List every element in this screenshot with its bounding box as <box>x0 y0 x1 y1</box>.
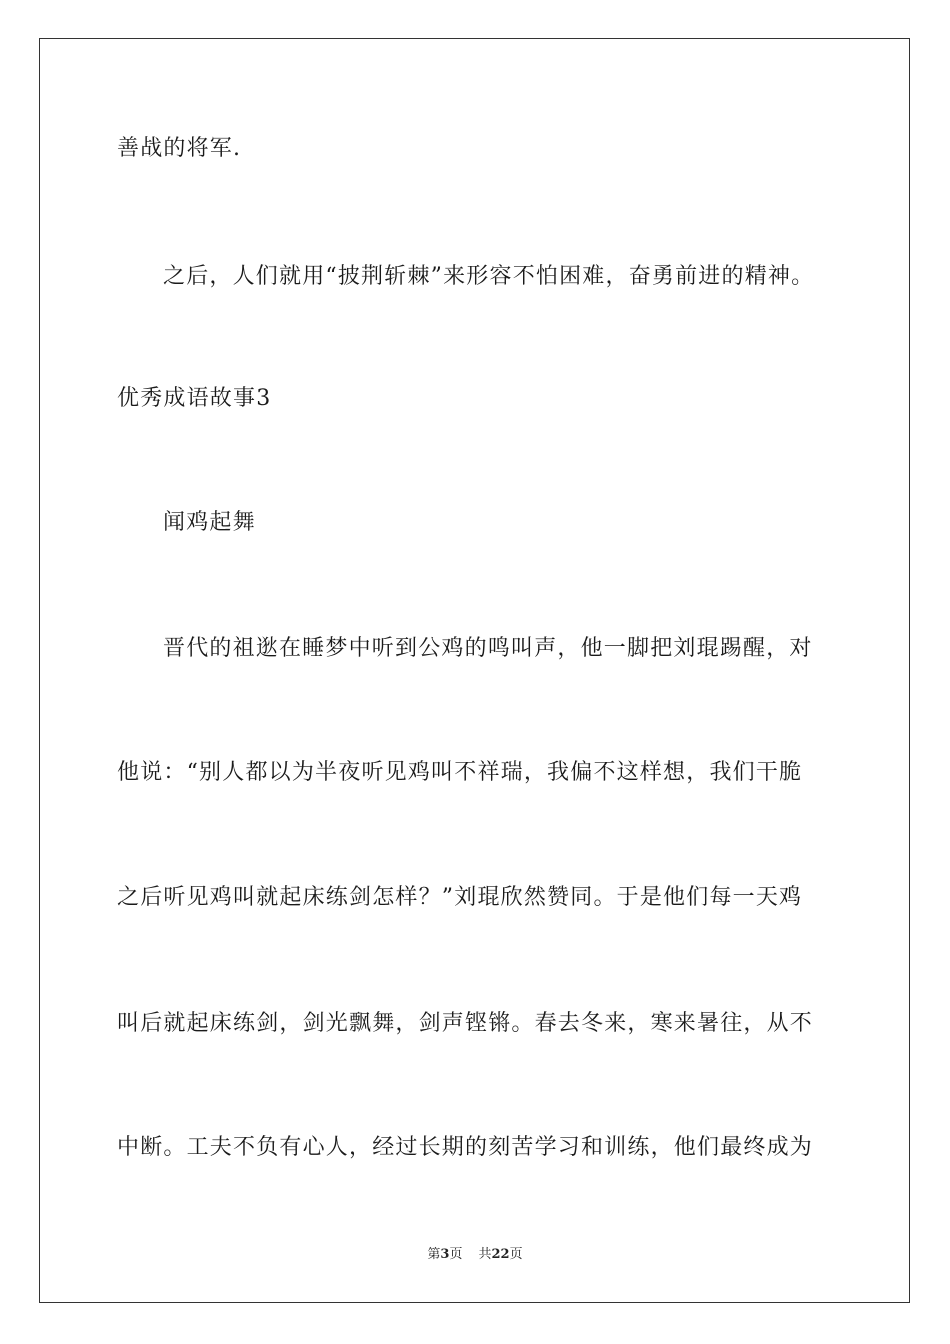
footer-total-pages: 22 <box>491 1247 510 1262</box>
body-line-6: 他说：“别人都以为半夜听见鸡叫不祥瑞，我偏不这样想，我们干脆 <box>117 760 803 785</box>
page-footer <box>0 1246 950 1264</box>
body-line-8: 叫后就起床练剑，剑光飘舞，剑声铿锵。春去冬来，寒来暑往，从不 <box>117 1011 814 1036</box>
footer-total-prefix: 共 <box>478 1247 492 1262</box>
footer-page-prefix: 第 <box>427 1247 441 1262</box>
body-line-9: 中断。工夫不负有心人，经过长期的刻苦学习和训练，他们最终成为 <box>117 1135 814 1160</box>
footer-page-suffix: 页 <box>449 1247 463 1262</box>
body-paragraph-conclusion: 之后，人们就用“披荆斩棘”来形容不怕困难，奋勇前进的精神。 <box>163 264 815 289</box>
body-line-7: 之后听见鸡叫就起床练剑怎样？”刘琨欣然赞同。于是他们每一天鸡 <box>117 885 803 910</box>
footer-total-suffix: 页 <box>509 1247 523 1262</box>
page-border <box>39 38 910 1303</box>
body-line-1: 善战的将军. <box>117 136 242 161</box>
section-heading: 优秀成语故事3 <box>117 386 272 411</box>
footer-page-number: 3 <box>440 1247 450 1262</box>
body-line-5: 晋代的祖逖在睡梦中听到公鸡的鸣叫声，他一脚把刘琨踢醒，对 <box>163 636 813 661</box>
story-title: 闻鸡起舞 <box>163 510 256 535</box>
